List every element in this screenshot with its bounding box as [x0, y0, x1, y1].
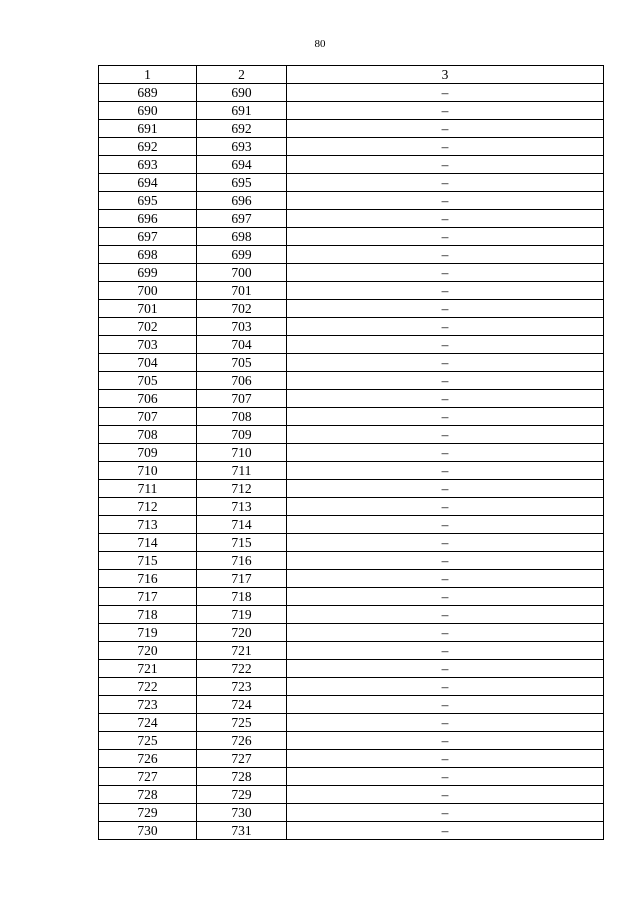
table-cell-col-1: 699	[99, 264, 197, 282]
table-cell-col-3: –	[287, 138, 604, 156]
table-row	[99, 120, 604, 138]
table-cell-col-1: 727	[99, 768, 197, 786]
table-cell-col-3: –	[287, 588, 604, 606]
table-row	[99, 678, 604, 696]
table-cell-col-2: 690	[197, 84, 287, 102]
table-cell-col-3: –	[287, 246, 604, 264]
table-cell-col-1: 702	[99, 318, 197, 336]
table-cell-col-3: –	[287, 678, 604, 696]
table-cell-col-1: 706	[99, 390, 197, 408]
table-cell-col-1: 708	[99, 426, 197, 444]
table-cell-col-2: 730	[197, 804, 287, 822]
table-cell-col-1: 724	[99, 714, 197, 732]
table-cell-col-1: 700	[99, 282, 197, 300]
table-cell-col-1: 712	[99, 498, 197, 516]
table-cell-col-2: 708	[197, 408, 287, 426]
table-row	[99, 462, 604, 480]
table-row	[99, 264, 604, 282]
table-cell-col-3: –	[287, 318, 604, 336]
table-row	[99, 156, 604, 174]
table-cell-col-1: 728	[99, 786, 197, 804]
table-cell-col-2: 719	[197, 606, 287, 624]
table-row	[99, 246, 604, 264]
table-cell-col-3: –	[287, 642, 604, 660]
table-cell-col-2: 707	[197, 390, 287, 408]
table-cell-col-1: 695	[99, 192, 197, 210]
table-cell-col-2: 697	[197, 210, 287, 228]
table-cell-col-1: 692	[99, 138, 197, 156]
table-cell-col-1: 707	[99, 408, 197, 426]
table-row	[99, 426, 604, 444]
table-cell-col-2: 723	[197, 678, 287, 696]
table-cell-col-2: 722	[197, 660, 287, 678]
table-cell-col-2: 704	[197, 336, 287, 354]
table-cell-col-3: –	[287, 426, 604, 444]
table-cell-col-1: 730	[99, 822, 197, 840]
table-cell-col-1: 720	[99, 642, 197, 660]
table-cell-col-3: –	[287, 732, 604, 750]
table-cell-col-2: 720	[197, 624, 287, 642]
table-cell-col-2: 731	[197, 822, 287, 840]
table-row	[99, 480, 604, 498]
table-cell-col-3: –	[287, 606, 604, 624]
table-cell-col-2: 712	[197, 480, 287, 498]
table-cell-col-2: 728	[197, 768, 287, 786]
table-cell-col-1: 725	[99, 732, 197, 750]
table-row	[99, 282, 604, 300]
table-cell-col-2: 714	[197, 516, 287, 534]
table-row	[99, 372, 604, 390]
table-row	[99, 354, 604, 372]
table-row	[99, 696, 604, 714]
table-cell-col-3: –	[287, 120, 604, 138]
table-row	[99, 624, 604, 642]
table-cell-col-1: 697	[99, 228, 197, 246]
table-cell-col-2: 702	[197, 300, 287, 318]
table-cell-col-3: –	[287, 624, 604, 642]
table-cell-col-2: 718	[197, 588, 287, 606]
table-cell-col-1: 726	[99, 750, 197, 768]
table-cell-col-1: 703	[99, 336, 197, 354]
table-cell-col-2: 721	[197, 642, 287, 660]
table-row	[99, 174, 604, 192]
table-cell-col-2: 705	[197, 354, 287, 372]
table-cell-col-3: –	[287, 660, 604, 678]
table-cell-col-3: –	[287, 822, 604, 840]
column-header-1: 1	[99, 66, 197, 84]
page-number: 80	[314, 38, 326, 50]
table-row	[99, 804, 604, 822]
table-cell-col-3: –	[287, 156, 604, 174]
table-row	[99, 300, 604, 318]
table-cell-col-2: 724	[197, 696, 287, 714]
table-row	[99, 822, 604, 840]
table-cell-col-1: 696	[99, 210, 197, 228]
table-cell-col-2: 691	[197, 102, 287, 120]
table-row	[99, 570, 604, 588]
table-cell-col-3: –	[287, 534, 604, 552]
table-row	[99, 552, 604, 570]
table-row	[99, 768, 604, 786]
table-cell-col-1: 729	[99, 804, 197, 822]
table-cell-col-3: –	[287, 408, 604, 426]
table-cell-col-3: –	[287, 714, 604, 732]
column-header-2: 2	[197, 66, 287, 84]
table-cell-col-2: 695	[197, 174, 287, 192]
table-cell-col-2: 706	[197, 372, 287, 390]
table-cell-col-1: 710	[99, 462, 197, 480]
table-cell-col-3: –	[287, 750, 604, 768]
table-cell-col-3: –	[287, 768, 604, 786]
table-cell-col-2: 694	[197, 156, 287, 174]
table-cell-col-1: 698	[99, 246, 197, 264]
table-cell-col-1: 704	[99, 354, 197, 372]
table-row	[99, 660, 604, 678]
table-cell-col-3: –	[287, 354, 604, 372]
table-row	[99, 84, 604, 102]
table-cell-col-3: –	[287, 372, 604, 390]
table-cell-col-2: 709	[197, 426, 287, 444]
table-cell-col-1: 711	[99, 480, 197, 498]
table-row	[99, 732, 604, 750]
table-cell-col-1: 722	[99, 678, 197, 696]
table-cell-col-2: 729	[197, 786, 287, 804]
table-row	[99, 408, 604, 426]
table-header-row	[99, 66, 604, 84]
table-cell-col-1: 717	[99, 588, 197, 606]
table-cell-col-1: 690	[99, 102, 197, 120]
table-cell-col-3: –	[287, 390, 604, 408]
table-cell-col-2: 703	[197, 318, 287, 336]
table-row	[99, 138, 604, 156]
table-row	[99, 228, 604, 246]
table-cell-col-1: 691	[99, 120, 197, 138]
table-row	[99, 606, 604, 624]
table-cell-col-3: –	[287, 498, 604, 516]
table-cell-col-1: 693	[99, 156, 197, 174]
table-cell-col-1: 719	[99, 624, 197, 642]
table-cell-col-1: 723	[99, 696, 197, 714]
table-cell-col-1: 694	[99, 174, 197, 192]
table-cell-col-2: 693	[197, 138, 287, 156]
table-cell-col-1: 716	[99, 570, 197, 588]
table-cell-col-3: –	[287, 282, 604, 300]
table-cell-col-1: 701	[99, 300, 197, 318]
table-cell-col-1: 714	[99, 534, 197, 552]
table-cell-col-3: –	[287, 552, 604, 570]
table-cell-col-3: –	[287, 462, 604, 480]
table-cell-col-1: 713	[99, 516, 197, 534]
table-row	[99, 516, 604, 534]
table-cell-col-2: 698	[197, 228, 287, 246]
table-cell-col-2: 717	[197, 570, 287, 588]
table-cell-col-3: –	[287, 264, 604, 282]
table-cell-col-3: –	[287, 102, 604, 120]
table-cell-col-3: –	[287, 570, 604, 588]
table-cell-col-1: 689	[99, 84, 197, 102]
table-cell-col-2: 696	[197, 192, 287, 210]
table-cell-col-2: 725	[197, 714, 287, 732]
table-cell-col-3: –	[287, 228, 604, 246]
table-cell-col-2: 711	[197, 462, 287, 480]
table-row	[99, 750, 604, 768]
table-cell-col-2: 710	[197, 444, 287, 462]
table-cell-col-3: –	[287, 786, 604, 804]
table-cell-col-3: –	[287, 480, 604, 498]
table-row	[99, 336, 604, 354]
table-row	[99, 444, 604, 462]
table-cell-col-2: 701	[197, 282, 287, 300]
table-cell-col-3: –	[287, 444, 604, 462]
table-cell-col-3: –	[287, 336, 604, 354]
table-cell-col-2: 713	[197, 498, 287, 516]
table-body	[99, 84, 604, 840]
table-row	[99, 210, 604, 228]
table-row	[99, 102, 604, 120]
table-cell-col-2: 699	[197, 246, 287, 264]
table-cell-col-2: 692	[197, 120, 287, 138]
table-row	[99, 714, 604, 732]
table-row	[99, 498, 604, 516]
table-cell-col-3: –	[287, 210, 604, 228]
table-cell-col-2: 716	[197, 552, 287, 570]
table-cell-col-3: –	[287, 174, 604, 192]
column-header-3: 3	[287, 66, 604, 84]
table-row	[99, 390, 604, 408]
table-row	[99, 588, 604, 606]
table-cell-col-3: –	[287, 804, 604, 822]
table-row	[99, 642, 604, 660]
table-cell-col-1: 709	[99, 444, 197, 462]
table-cell-col-2: 726	[197, 732, 287, 750]
table-row	[99, 192, 604, 210]
table-cell-col-1: 718	[99, 606, 197, 624]
table-cell-col-3: –	[287, 192, 604, 210]
table-cell-col-3: –	[287, 300, 604, 318]
table-row	[99, 318, 604, 336]
table-cell-col-1: 715	[99, 552, 197, 570]
table-cell-col-3: –	[287, 516, 604, 534]
table-cell-col-1: 705	[99, 372, 197, 390]
table-cell-col-1: 721	[99, 660, 197, 678]
table-row	[99, 534, 604, 552]
table-cell-col-3: –	[287, 84, 604, 102]
table-cell-col-2: 727	[197, 750, 287, 768]
table-cell-col-2: 700	[197, 264, 287, 282]
table-cell-col-3: –	[287, 696, 604, 714]
data-table	[98, 65, 604, 840]
table-cell-col-2: 715	[197, 534, 287, 552]
table-row	[99, 786, 604, 804]
